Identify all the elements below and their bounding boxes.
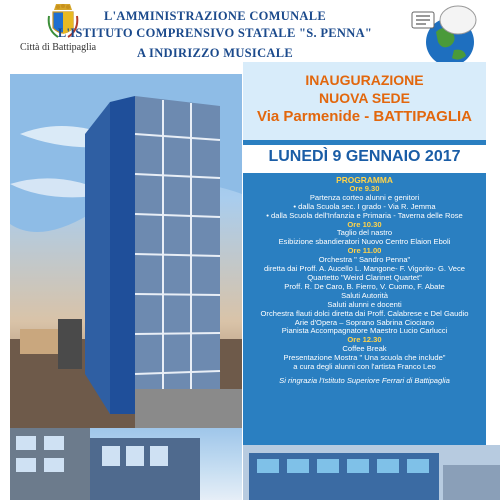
program-item: Taglio del nastro [336, 228, 393, 238]
city-label: Città di Battipaglia [20, 42, 97, 53]
program-heading: PROGRAMMA [336, 175, 393, 185]
program-item: Quartetto "Weird Clarinet Quartet" [307, 272, 422, 282]
program-item: Esibizione sbandieratori Nuovo Centro Elaion Eboli [278, 237, 451, 247]
program-list [243, 176, 486, 386]
program-item: Orchestra " Sandro Penna" [318, 255, 411, 265]
program-item: Pianista Accompagnatore Maestro Lucio Carlucci [281, 326, 448, 336]
program-item: a cura degli alunni con l'artista Franco Leo [293, 362, 436, 372]
program-item: • dalla Scuola dell'Infanzia e Primaria - Taverna delle Rose [266, 210, 463, 220]
program-item: Arie d'Opera – Soprano Sabrina Ciociano [294, 317, 435, 327]
program-time: Ore 12.30 [347, 335, 382, 345]
date-bar [243, 145, 486, 173]
program-item: • dalla Scuola sec. I grado - Via R. Jemma [293, 201, 436, 211]
program-item: Saluti Autorità [341, 290, 388, 300]
header-line-music: A INDIRIZZO MUSICALE [136, 46, 294, 60]
thanks-note: Si ringrazia l'Istituto Superiore Ferrari di Battipaglia [279, 375, 450, 385]
program-item: Partenza corteo alunni e genitori [309, 192, 420, 202]
title-inauguration: INAUGURAZIONE [305, 72, 424, 88]
title-box [243, 62, 486, 140]
program-time: Ore 9.30 [349, 183, 380, 193]
school-photo [243, 445, 500, 500]
program-item: Coffee Break [342, 344, 387, 354]
event-date: LUNEDÌ 9 GENNAIO 2017 [268, 148, 461, 165]
building-photo [10, 74, 242, 428]
program-item: Orchestra flauti dolci diretta dai Proff. Calabrese e Del Gaudio [260, 308, 469, 318]
title-address: Via Parmenide - BATTIPAGLIA [256, 108, 473, 125]
school-globe-logo-icon [408, 2, 482, 70]
program-item: diretta dai Proff. A. Aucello L. Mangone- F. Vigorito- G. Vece [263, 264, 466, 274]
building-photo-2 [10, 428, 242, 500]
program-item: Proff. R. De Caro, B. Fierro, V. Cuomo, F. Abate [284, 281, 445, 291]
header-line-administration: L'AMMINISTRAZIONE COMUNALE [103, 9, 327, 23]
building-illustration-2 [10, 428, 242, 500]
program-lines [243, 185, 486, 372]
title-new-site: NUOVA SEDE [318, 90, 410, 106]
school-illustration [243, 445, 500, 500]
header-line-institute: L'ISTITUTO COMPRENSIVO STATALE "S. PENNA" [57, 26, 373, 40]
program-time: Ore 10.30 [347, 219, 382, 229]
building-illustration [10, 74, 242, 428]
program-time: Ore 11.00 [347, 246, 382, 256]
program-item: Saluti alunni e docenti [327, 299, 402, 309]
program-item: Presentazione Mostra " Una scuola che include" [283, 353, 446, 363]
